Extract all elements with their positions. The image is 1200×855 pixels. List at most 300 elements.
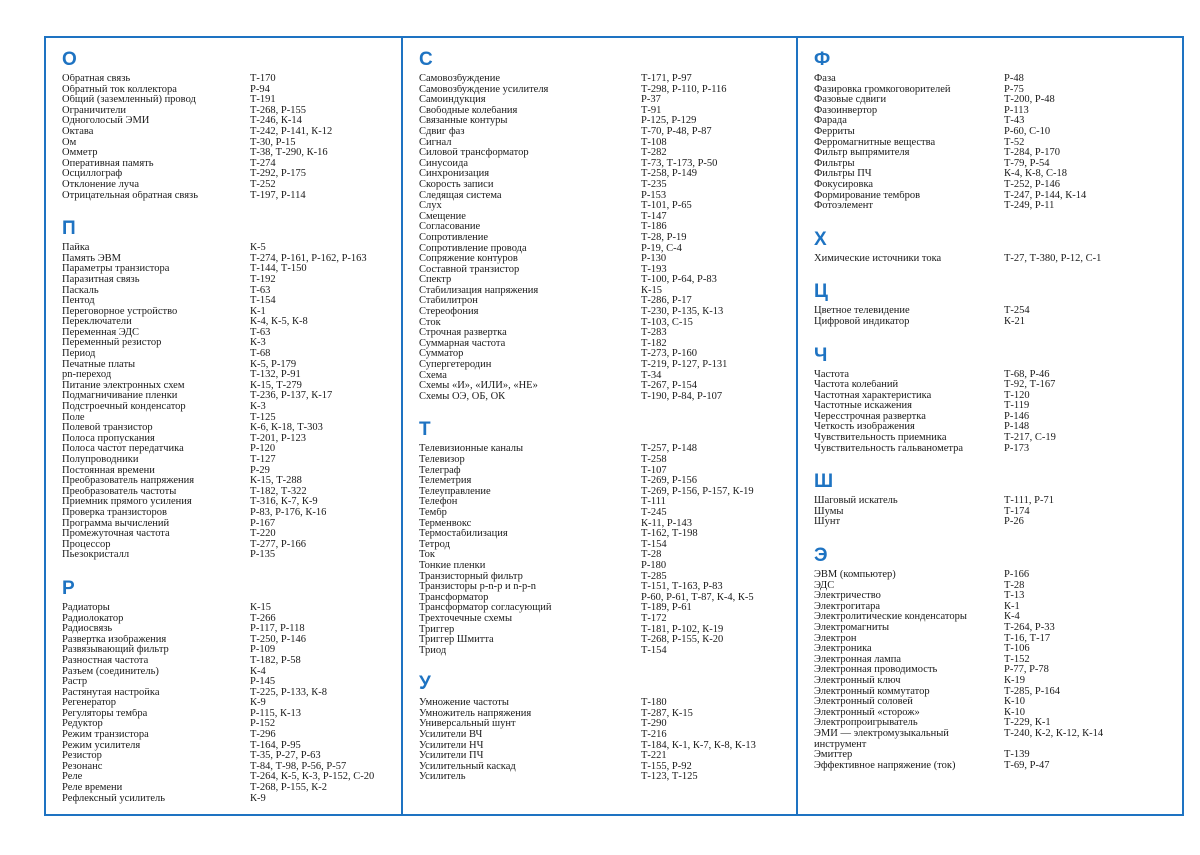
index-entry <box>62 169 391 180</box>
index-entry <box>62 307 391 318</box>
entry-term: Частотные искажения <box>814 401 912 412</box>
index-entry <box>62 466 391 477</box>
entry-page-ref: Т-230, Р-135, К-13 <box>641 307 724 318</box>
entry-term: Четкость изображения <box>814 422 915 433</box>
index-entry <box>814 496 1172 507</box>
entry-page-ref: Т-28, Р-19 <box>641 232 687 243</box>
entry-term: Сопротивление провода <box>419 243 527 254</box>
entry-page-ref: Т-269, Р-156 <box>641 476 697 487</box>
entry-term: Эффективное напряжение (ток) <box>814 760 956 771</box>
entry-page-ref: Т-221 <box>641 751 667 762</box>
entry-page-ref: Т-284, Р-170 <box>1004 148 1060 159</box>
index-entry <box>62 444 391 455</box>
entry-page-ref: Р-37 <box>641 95 661 106</box>
entry-term: Связанные контуры <box>419 116 508 127</box>
entry-term: Электронный соловей <box>814 697 913 708</box>
entry-page-ref: Т-151, Т-163, Р-83 <box>641 582 723 593</box>
index-entry <box>419 519 786 530</box>
entry-page-ref: Р-113 <box>1004 105 1029 116</box>
entry-term: ЭДС <box>814 580 835 591</box>
index-entry <box>62 519 391 530</box>
entry-page-ref: Р-94 <box>250 84 270 95</box>
entry-term: Радиолокатор <box>62 613 124 624</box>
entry-term: Умножитель напряжения <box>419 708 532 719</box>
index-entry <box>419 444 786 455</box>
index-entry <box>62 751 391 762</box>
entry-term: Фазовые сдвиги <box>814 95 887 106</box>
entry-term: Процессор <box>62 539 111 550</box>
index-entry <box>419 191 786 202</box>
index-column-3 <box>796 38 1182 814</box>
entry-page-ref: Р-60, С-10 <box>1004 126 1051 137</box>
entry-page-ref: К-19 <box>1004 675 1025 686</box>
entry-term: Фарада <box>814 116 847 127</box>
entry-term: Рефлексный усилитель <box>62 793 166 804</box>
entry-term: Тетрод <box>419 539 450 550</box>
index-section <box>62 579 391 804</box>
index-entry <box>419 95 786 106</box>
entry-term: Усилитель <box>419 772 466 783</box>
entry-term: Питание электронных схем <box>62 380 185 391</box>
index-entry <box>419 339 786 350</box>
index-entry <box>62 317 391 328</box>
index-page <box>44 36 1184 816</box>
index-entry <box>62 159 391 170</box>
index-entry <box>419 466 786 477</box>
index-entry <box>419 614 786 625</box>
entry-term: Одноголосый ЭМИ <box>62 116 150 127</box>
entry-page-ref: Т-154 <box>641 539 667 550</box>
index-entry <box>419 476 786 487</box>
index-entry <box>419 148 786 159</box>
entry-term: Телеметрия <box>419 476 472 487</box>
entry-term: Ом <box>62 137 77 148</box>
entry-page-ref: Т-201, Р-123 <box>250 433 306 444</box>
index-entry <box>814 687 1172 698</box>
index-entry <box>62 434 391 445</box>
entry-term: Телевизор <box>419 455 465 465</box>
entry-page-ref: Т-34 <box>641 370 662 381</box>
entry-page-ref: Т-296 <box>250 730 276 741</box>
entry-page-ref: К-6, К-18, Т-303 <box>250 423 323 434</box>
section-letter-heading: Ф <box>814 49 831 70</box>
index-entry <box>814 612 1172 623</box>
index-entry <box>419 540 786 551</box>
entry-term: Реле времени <box>62 783 123 794</box>
entry-page-ref: Т-200, Р-48 <box>1004 95 1055 106</box>
entry-term: Схемы ОЭ, ОБ, ОК <box>419 391 506 402</box>
entry-term: Самоиндукция <box>419 95 486 106</box>
entry-page-ref: К-10 <box>1004 707 1025 718</box>
entry-page-ref: Т-111, Р-71 <box>1004 496 1054 507</box>
index-entry <box>814 750 1172 761</box>
index-entry <box>419 751 786 762</box>
entry-term: Триггер <box>419 624 455 635</box>
entry-term: Программа вычислений <box>62 518 170 529</box>
entry-page-ref: Т-235 <box>641 179 667 190</box>
entry-term: Редуктор <box>62 719 103 730</box>
section-letter-heading: Ц <box>814 281 828 303</box>
index-entry <box>419 603 786 614</box>
entry-page-ref: Р-130 <box>641 254 667 265</box>
entry-page-ref: Т-268, Р-155, К-20 <box>641 635 724 646</box>
entry-page-ref: Т-269, Р-156, Р-157, К-19 <box>641 486 754 497</box>
index-entry <box>419 275 786 286</box>
entry-page-ref: Т-274 <box>250 158 276 169</box>
entry-page-ref: Р-145 <box>250 677 276 688</box>
index-entry <box>419 360 786 371</box>
entry-page-ref: Т-267, Р-154 <box>641 381 697 392</box>
entry-page-ref: Т-182, Р-58 <box>250 655 301 666</box>
entry-page-ref: Т-154 <box>250 296 276 307</box>
entry-page-ref: Т-28 <box>1004 580 1025 591</box>
index-entry <box>62 296 391 307</box>
index-entry <box>62 603 391 614</box>
entry-term: Осциллограф <box>62 169 123 180</box>
index-entry <box>419 635 786 646</box>
entry-page-ref: Т-144, Т-150 <box>250 264 307 275</box>
entry-term: ЭВМ (компьютер) <box>814 570 896 581</box>
entry-term: Электронная лампа <box>814 654 902 665</box>
index-entry <box>814 676 1172 687</box>
entry-term: Переговорное устройство <box>62 306 178 317</box>
index-entry <box>814 581 1172 592</box>
section-letter-heading: Р <box>62 577 75 599</box>
entry-page-ref: Т-155, Р-92 <box>641 761 692 772</box>
index-section <box>814 282 1172 327</box>
index-entry <box>419 550 786 561</box>
entry-page-ref: Т-79, Р-54 <box>1004 158 1050 169</box>
entry-term: Фильтр выпрямителя <box>814 148 910 159</box>
index-entry <box>419 762 786 773</box>
index-entry <box>419 254 786 265</box>
entry-term: Универсальный шунт <box>419 719 516 730</box>
entry-page-ref: Т-170 <box>250 74 276 84</box>
entry-term: Ферромагнитные вещества <box>814 137 936 148</box>
entry-term: Радиосвязь <box>62 624 113 635</box>
index-entry <box>814 602 1172 613</box>
index-entry <box>62 95 391 106</box>
entry-term: Параметры транзистора <box>62 264 170 275</box>
index-entry <box>62 762 391 773</box>
entry-page-ref: Т-70, Р-48, Р-87 <box>641 126 712 137</box>
entry-page-ref: Т-38, Т-290, К-16 <box>250 148 328 159</box>
entry-term: Память ЭВМ <box>62 253 121 264</box>
entry-page-ref: Т-68 <box>250 349 271 360</box>
entry-term: Фаза <box>814 74 836 84</box>
entry-term: Переменная ЭДС <box>62 327 140 338</box>
index-entry <box>814 623 1172 634</box>
entry-term: Умножение частоты <box>419 698 509 709</box>
entry-term: Телеграф <box>419 465 461 476</box>
index-entry <box>814 370 1172 381</box>
index-entry <box>62 508 391 519</box>
entry-term: Электромагниты <box>814 623 890 633</box>
index-entry <box>62 349 391 360</box>
index-entry <box>62 624 391 635</box>
index-entry <box>814 591 1172 602</box>
section-letter-heading: Т <box>419 419 431 441</box>
entry-term: Обратный ток коллектора <box>62 84 177 95</box>
entry-term: Электронный ключ <box>814 675 901 686</box>
entry-term: Приемник прямого усиления <box>62 497 192 508</box>
entry-term: Электронная проводимость <box>814 665 938 676</box>
entry-page-ref: Т-268, Р-155, К-2 <box>250 783 327 794</box>
entry-term: Регуляторы тембра <box>62 708 148 719</box>
index-entry <box>62 381 391 392</box>
entry-page-ref: Р-146 <box>1004 411 1030 422</box>
index-entry <box>62 783 391 794</box>
entry-term: Фотоэлемент <box>814 201 873 212</box>
entry-term: Телеуправление <box>419 486 491 497</box>
index-entry <box>62 180 391 191</box>
section-letter-heading: С <box>419 49 433 70</box>
entry-page-ref: К-9 <box>250 698 266 709</box>
entry-page-ref: К-15, Т-279 <box>250 380 302 391</box>
entry-page-ref: Р-152 <box>250 719 276 730</box>
index-entry <box>814 740 1172 751</box>
entry-page-ref: К-4 <box>1004 612 1020 623</box>
entry-page-ref: Т-68, Р-46 <box>1004 369 1050 380</box>
entry-page-ref: Т-182 <box>641 338 667 349</box>
index-entry <box>419 529 786 540</box>
index-section <box>419 674 786 783</box>
entry-page-ref: Р-120 <box>250 444 276 455</box>
entry-term: Сопряжение контуров <box>419 254 518 265</box>
entry-term: Разъем (соединитель) <box>62 666 159 677</box>
index-entry <box>62 106 391 117</box>
entry-term: Схемы «И», «ИЛИ», «НЕ» <box>419 381 538 392</box>
entry-term: Электропроигрыватель <box>814 718 918 729</box>
index-entry <box>62 772 391 783</box>
entry-term: Пьезокристалл <box>62 550 130 561</box>
entry-page-ref: Т-172 <box>641 613 667 624</box>
entry-term: Общий (заземленный) провод <box>62 95 196 106</box>
entry-page-ref: Р-83, Р-176, К-16 <box>250 507 327 518</box>
entry-page-ref: К-15, Т-288 <box>250 476 302 487</box>
entry-page-ref: Т-258 <box>641 455 667 465</box>
entry-term: Стабилитрон <box>419 296 478 307</box>
entry-term: Разностная частота <box>62 655 149 666</box>
index-entry <box>62 741 391 752</box>
index-entry <box>814 444 1172 455</box>
index-entry <box>814 306 1172 317</box>
index-entry <box>814 180 1172 191</box>
entry-term: Сопротивление <box>419 232 489 243</box>
index-entry <box>814 507 1172 518</box>
index-entry <box>62 645 391 656</box>
index-entry <box>814 718 1172 729</box>
entry-term: Промежуточная частота <box>62 529 170 540</box>
entry-term: Чувствительность гальванометра <box>814 443 964 454</box>
entry-term: Смещение <box>419 211 466 222</box>
entry-page-ref: Т-258, Р-149 <box>641 169 697 180</box>
index-entry <box>419 719 786 730</box>
section-letter-heading: О <box>62 49 77 70</box>
index-entry <box>62 243 391 254</box>
entry-page-ref: Т-225, Р-133, К-8 <box>250 687 327 698</box>
index-entry <box>419 201 786 212</box>
entry-term: Слух <box>419 201 442 212</box>
index-entry <box>419 328 786 339</box>
index-entry <box>62 413 391 424</box>
entry-page-ref: К-5, Р-179 <box>250 359 297 370</box>
index-entry <box>62 635 391 646</box>
entry-term: Трансформатор <box>419 592 489 603</box>
index-entry <box>814 85 1172 96</box>
index-entry <box>62 719 391 730</box>
entry-term: Синхронизация <box>419 169 490 180</box>
entry-term: Сдвиг фаз <box>419 126 465 137</box>
entry-page-ref: К-21 <box>1004 316 1025 327</box>
entry-page-ref: Т-277, Р-166 <box>250 539 306 550</box>
entry-page-ref: Т-103, С-15 <box>641 317 693 328</box>
index-entry <box>814 95 1172 106</box>
entry-page-ref: Т-154 <box>641 645 667 656</box>
entry-term: Трансформатор согласующий <box>419 603 552 614</box>
entry-term: Стереофония <box>419 307 479 318</box>
entry-page-ref: Т-192 <box>250 274 276 285</box>
entry-term: Следящая система <box>419 190 502 201</box>
entry-term: Усилители ПЧ <box>419 751 484 762</box>
entry-page-ref: Т-164, Р-95 <box>250 740 301 751</box>
entry-page-ref: Т-285, Р-164 <box>1004 686 1060 697</box>
entry-page-ref: Т-298, Р-110, Р-116 <box>641 84 727 95</box>
entry-page-ref: Т-252 <box>250 179 276 190</box>
index-section <box>814 230 1172 265</box>
entry-term: Строчная развертка <box>419 328 507 339</box>
index-section <box>814 546 1172 771</box>
entry-page-ref: Т-197, Р-114 <box>250 190 306 201</box>
index-entry <box>419 286 786 297</box>
entry-term: инструмент <box>814 739 867 750</box>
index-entry <box>419 561 786 572</box>
entry-page-ref: Р-29 <box>250 465 270 476</box>
entry-page-ref: Т-229, К-1 <box>1004 718 1051 729</box>
entry-term: Суммарная частота <box>419 338 506 349</box>
entry-term: Электрон <box>814 633 857 644</box>
entry-term: Стабилизация напряжения <box>419 285 539 296</box>
entry-page-ref: Т-108 <box>641 137 667 148</box>
index-entry <box>419 593 786 604</box>
entry-page-ref: Т-242, Р-141, К-12 <box>250 126 333 137</box>
entry-term: Свободные колебания <box>419 105 518 116</box>
entry-page-ref: К-4, К-8, С-18 <box>1004 169 1067 180</box>
index-entry <box>419 698 786 709</box>
index-entry <box>814 74 1172 85</box>
entry-page-ref: Т-13 <box>1004 591 1025 602</box>
index-entry <box>419 381 786 392</box>
entry-page-ref: Т-91 <box>641 105 662 116</box>
entry-page-ref: Т-273, Р-160 <box>641 349 697 360</box>
section-letter-heading: Ч <box>814 344 828 366</box>
entry-term: Спектр <box>419 275 452 286</box>
entry-term: Омметр <box>62 148 98 159</box>
entry-page-ref: Р-109 <box>250 645 276 656</box>
entry-term: pn-переход <box>62 370 112 381</box>
entry-page-ref: Т-247, Р-144, К-14 <box>1004 190 1087 201</box>
index-entry <box>419 180 786 191</box>
entry-term: Отрицательная обратная связь <box>62 190 198 201</box>
entry-term: Согласование <box>419 222 481 233</box>
entry-term: Полоса частот передатчика <box>62 444 184 455</box>
index-entry <box>62 677 391 688</box>
entry-page-ref: Т-27, Т-380, Р-12, С-1 <box>1004 253 1102 264</box>
entry-page-ref: Р-125, Р-129 <box>641 116 697 127</box>
entry-page-ref: Т-245 <box>641 507 667 518</box>
index-entry <box>419 244 786 255</box>
index-entry <box>814 380 1172 391</box>
index-entry <box>419 116 786 127</box>
entry-page-ref: Т-266 <box>250 613 276 624</box>
entry-term: Растр <box>62 677 88 688</box>
entry-term: Подстроечный конденсатор <box>62 402 186 413</box>
entry-term: Транзисторы p-n-p и n-p-n <box>419 582 536 593</box>
entry-page-ref: Т-191 <box>250 95 276 106</box>
entry-term: Ферриты <box>814 126 855 137</box>
entry-page-ref: Т-16, Т-17 <box>1004 633 1051 644</box>
section-letter-heading: Ш <box>814 471 834 493</box>
index-entry <box>419 127 786 138</box>
section-letter-heading: У <box>419 673 431 695</box>
index-entry <box>419 730 786 741</box>
index-entry <box>814 191 1172 202</box>
entry-page-ref: Т-252, Р-146 <box>1004 179 1060 190</box>
index-entry <box>62 402 391 413</box>
entry-term: Схема <box>419 370 447 381</box>
entry-page-ref: Р-60, Р-61, Т-87, К-4, К-5 <box>641 592 754 603</box>
entry-page-ref: Т-257, Р-148 <box>641 444 697 455</box>
entry-term: Ограничители <box>62 105 127 116</box>
entry-page-ref: Т-290 <box>641 719 667 730</box>
entry-term: Реле <box>62 772 83 783</box>
entry-page-ref: Т-250, Р-146 <box>250 634 306 645</box>
entry-page-ref: Т-186 <box>641 222 667 233</box>
index-entry <box>419 625 786 636</box>
index-entry <box>814 412 1172 423</box>
entry-page-ref: К-1 <box>1004 601 1020 612</box>
entry-term: Период <box>62 349 96 360</box>
index-entry <box>62 264 391 275</box>
entry-term: Частота колебаний <box>814 380 899 391</box>
entry-term: Паскаль <box>62 285 99 296</box>
entry-page-ref: Т-181, Р-102, К-19 <box>641 624 724 635</box>
index-entry <box>62 455 391 466</box>
index-entry <box>62 338 391 349</box>
index-entry <box>814 422 1172 433</box>
index-entry <box>419 85 786 96</box>
entry-term: Пайка <box>62 243 90 254</box>
entry-term: Радиаторы <box>62 602 110 613</box>
index-section <box>814 472 1172 528</box>
entry-page-ref: Т-101, Р-65 <box>641 201 692 212</box>
entry-term: Термостабилизация <box>419 529 508 540</box>
index-entry <box>419 212 786 223</box>
entry-page-ref: Т-274, Р-161, Р-162, Р-163 <box>250 253 367 264</box>
index-entry <box>62 730 391 741</box>
entry-page-ref: Т-285 <box>641 571 667 582</box>
entry-term: Синусоида <box>419 158 469 169</box>
index-entry <box>419 233 786 244</box>
entry-term: Преобразователь напряжения <box>62 476 195 487</box>
entry-term: Супергетеродин <box>419 360 492 371</box>
entry-term: Тонкие пленки <box>419 560 486 571</box>
entry-page-ref: Т-287, К-15 <box>641 708 693 719</box>
entry-term: Частота <box>814 369 850 380</box>
index-entry <box>419 741 786 752</box>
entry-term: Электролитические конденсаторы <box>814 612 967 623</box>
index-entry <box>62 148 391 159</box>
